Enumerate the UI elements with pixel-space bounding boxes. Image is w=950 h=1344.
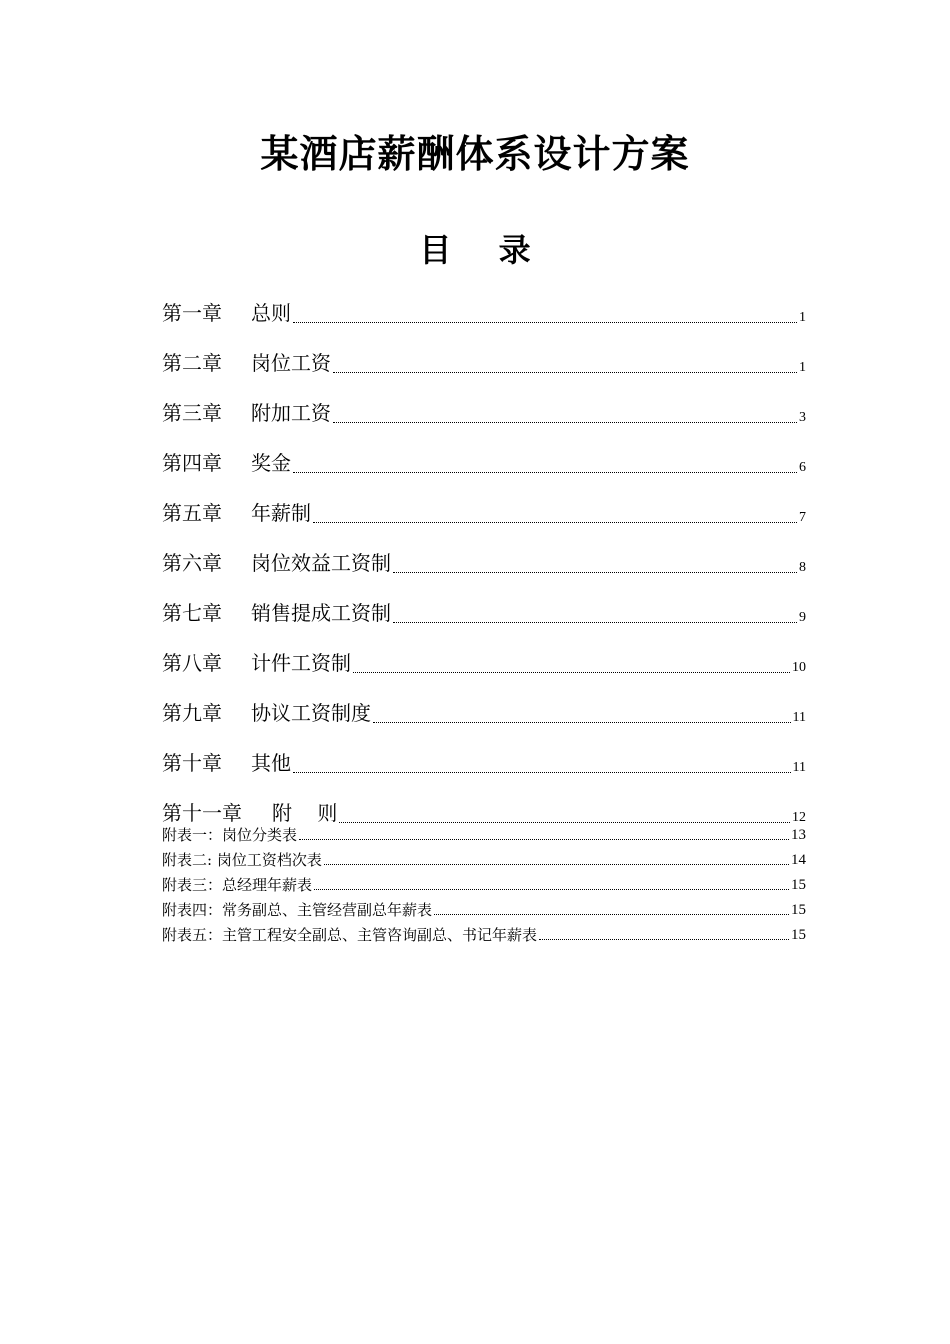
page-number: 1 [799, 360, 806, 375]
chapter-title: 其他 [251, 751, 291, 775]
page-number: 7 [799, 510, 806, 525]
dot-leader [353, 672, 790, 673]
toc-entry-label [162, 448, 291, 484]
toc-chapter-list [162, 284, 806, 834]
chapter-number: 第九章 [162, 701, 222, 725]
toc-entry-appendix-5[interactable] [162, 922, 806, 947]
dot-leader [393, 622, 797, 623]
toc-entry-chapter-8[interactable] [162, 634, 806, 684]
page-number: 15 [791, 927, 806, 943]
dot-leader [393, 572, 797, 573]
dot-leader [333, 372, 797, 373]
toc-entry-label [162, 348, 331, 384]
toc-heading: 目 录 [419, 231, 549, 269]
dot-leader [293, 322, 797, 323]
chapter-number: 第四章 [162, 451, 222, 475]
toc-entry-chapter-3[interactable] [162, 384, 806, 434]
chapter-number: 第八章 [162, 651, 222, 675]
chapter-title: 附 则 [272, 801, 338, 825]
chapter-number: 第十一章 [162, 801, 242, 825]
toc-entry-appendix-2[interactable] [162, 847, 806, 872]
toc-entry-chapter-4[interactable] [162, 434, 806, 484]
toc-entry-chapter-2[interactable] [162, 334, 806, 384]
dot-leader [434, 914, 789, 915]
document-title: 某酒店薪酬体系设计方案 [260, 131, 690, 176]
toc-entry-chapter-6[interactable] [162, 534, 806, 584]
toc-entry-label [162, 548, 391, 584]
dot-leader [539, 939, 789, 940]
chapter-number: 第六章 [162, 551, 222, 575]
dot-leader [333, 422, 797, 423]
chapter-title: 岗位效益工资制 [251, 551, 391, 575]
chapter-title: 总则 [251, 301, 291, 325]
chapter-title: 岗位工资 [251, 351, 331, 375]
page-number: 11 [792, 760, 806, 775]
chapter-number: 第五章 [162, 501, 222, 525]
page-number: 15 [791, 877, 806, 893]
toc-entry-label [162, 298, 291, 334]
appendix-title: 附表五：主管工程安全副总、主管咨询副总、书记年薪表 [162, 926, 538, 944]
toc-entry-label [162, 598, 391, 634]
page-number: 3 [799, 410, 806, 425]
toc-entry-label [162, 698, 371, 734]
appendix-title: 附表三：总经理年薪表 [162, 876, 313, 894]
dot-leader [299, 839, 789, 840]
page-number: 13 [791, 827, 806, 843]
toc-entry-appendix-3[interactable] [162, 872, 806, 897]
toc-entry-appendix-4[interactable] [162, 897, 806, 922]
dot-leader [313, 522, 797, 523]
page-number: 9 [799, 610, 806, 625]
chapter-number: 第三章 [162, 401, 222, 425]
toc-entry-chapter-5[interactable] [162, 484, 806, 534]
chapter-title: 年薪制 [251, 501, 311, 525]
page-number: 14 [791, 852, 806, 868]
dot-leader [293, 772, 791, 773]
toc-entry-chapter-10[interactable] [162, 734, 806, 784]
page-number: 6 [799, 460, 806, 475]
chapter-title: 销售提成工资制 [251, 601, 391, 625]
page-number: 1 [799, 310, 806, 325]
dot-leader [373, 722, 791, 723]
toc-entry-chapter-7[interactable] [162, 584, 806, 634]
appendix-title: 附表二: 岗位工资档次表 [162, 851, 322, 869]
chapter-title: 附加工资 [251, 401, 331, 425]
chapter-number: 第七章 [162, 601, 222, 625]
toc-entry-label [162, 748, 291, 784]
dot-leader [324, 864, 789, 865]
toc-entry-label [162, 398, 331, 434]
appendix-title: 附表一：岗位分类表 [162, 826, 298, 844]
toc-entry-label [162, 498, 311, 534]
chapter-number: 第一章 [162, 301, 222, 325]
chapter-number: 第十章 [162, 751, 222, 775]
page-number: 11 [792, 710, 806, 725]
page-number: 10 [792, 660, 806, 675]
dot-leader [293, 472, 797, 473]
chapter-title: 计件工资制 [251, 651, 351, 675]
chapter-title: 协议工资制度 [251, 701, 371, 725]
page-number: 12 [792, 810, 806, 825]
toc-entry-appendix-1[interactable] [162, 822, 806, 847]
page-number: 8 [799, 560, 806, 575]
dot-leader [314, 889, 789, 890]
page-number: 15 [791, 902, 806, 918]
appendix-title: 附表四：常务副总、主管经营副总年薪表 [162, 901, 433, 919]
toc-appendix-list [162, 822, 806, 947]
toc-entry-chapter-9[interactable] [162, 684, 806, 734]
chapter-title: 奖金 [251, 451, 291, 475]
toc-entry-chapter-1[interactable] [162, 284, 806, 334]
toc-entry-label [162, 648, 351, 684]
chapter-number: 第二章 [162, 351, 222, 375]
